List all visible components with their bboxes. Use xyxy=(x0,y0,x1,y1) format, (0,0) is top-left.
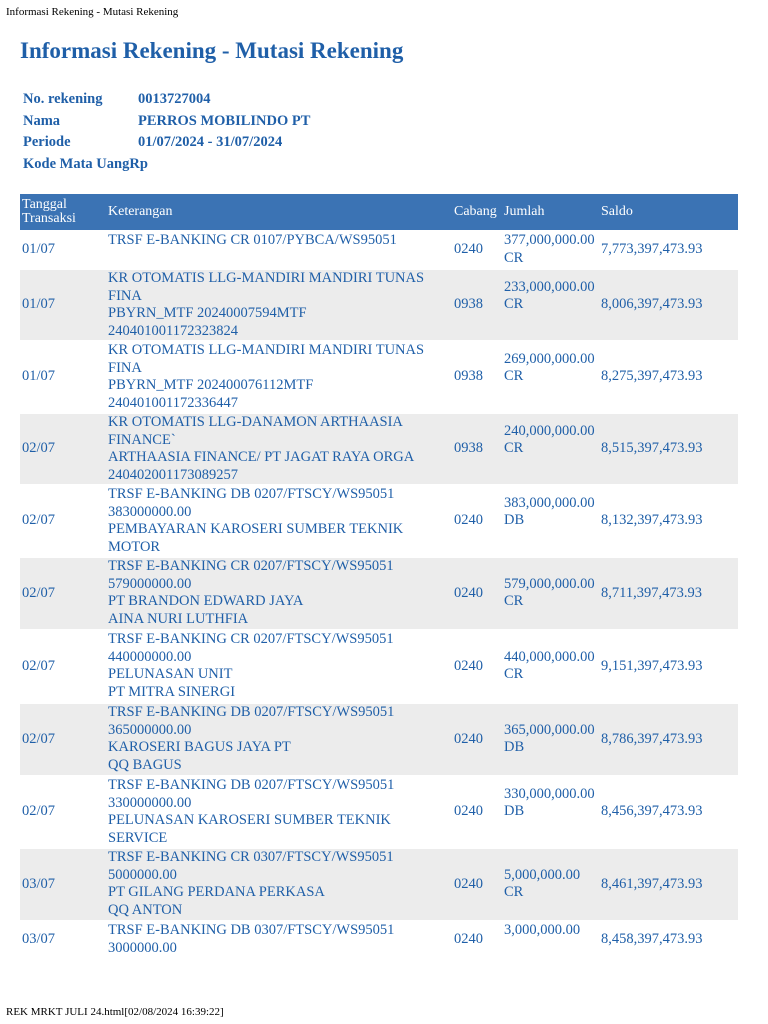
amount-type: DB xyxy=(504,803,525,820)
amount-value: 3,000,000.00 xyxy=(504,922,581,938)
keterangan-line: TRSF E-BANKING DB 0207/FTSCY/WS95051 xyxy=(108,704,395,720)
keterangan-line: 579000000.00 xyxy=(108,575,192,592)
keterangan-line: TRSF E-BANKING CR 0207/FTSCY/WS95051 xyxy=(108,558,394,574)
keterangan-line: KR OTOMATIS LLG-DANAMON ARTHAASIA FINANCE` xyxy=(108,414,403,448)
table-row xyxy=(20,922,738,958)
cell-keterangan xyxy=(106,704,452,775)
amount-value: 365,000,000.00 xyxy=(504,721,595,738)
amount-type: CR xyxy=(504,296,524,313)
currency-value: Rp xyxy=(129,155,148,172)
amount-type: CR xyxy=(504,593,524,609)
keterangan-line: 5000000.00 xyxy=(108,866,177,883)
amount-type: DB xyxy=(504,739,525,755)
cell-tanggal: 02/07 xyxy=(20,704,106,775)
table-row xyxy=(20,777,738,847)
table-row xyxy=(20,270,738,340)
amount-type: CR xyxy=(504,884,524,900)
period-value: 01/07/2024 - 31/07/2024 xyxy=(138,134,283,150)
keterangan-line: KR OTOMATIS LLG-MANDIRI MANDIRI TUNAS FINA xyxy=(108,270,425,304)
account-number-label: No. rekening xyxy=(23,91,103,107)
keterangan-line: TRSF E-BANKING CR 0307/FTSCY/WS95051 xyxy=(108,849,394,865)
cell-saldo: 8,458,397,473.93 xyxy=(599,922,738,958)
cell-keterangan xyxy=(106,631,452,702)
amount-value: 579,000,000.00 xyxy=(504,575,595,592)
amount-value: 377,000,000.00 xyxy=(504,232,595,248)
amount-type: CR xyxy=(504,666,524,682)
keterangan-line: TRSF E-BANKING CR 0107/PYBCA/WS95051 xyxy=(108,232,397,248)
keterangan-line: TRSF E-BANKING CR 0207/FTSCY/WS95051 xyxy=(108,631,394,647)
cell-tanggal: 03/07 xyxy=(20,922,106,958)
keterangan-line: 240402001173089257 xyxy=(108,466,238,483)
cell-cabang: 0240 xyxy=(452,232,502,268)
keterangan-line: PBYRN_MTF 202400076112MTF xyxy=(108,377,314,393)
keterangan-line: QQ ANTON xyxy=(108,901,183,918)
cell-cabang: 0240 xyxy=(452,486,502,556)
cell-keterangan xyxy=(106,558,452,629)
table-header-row xyxy=(20,194,738,230)
cell-jumlah xyxy=(502,486,599,556)
cell-tanggal: 01/07 xyxy=(20,270,106,340)
keterangan-line: PT GILANG PERDANA PERKASA xyxy=(108,884,325,900)
table-row xyxy=(20,342,738,412)
amount-type: DB xyxy=(504,512,525,529)
header-keterangan: Keterangan xyxy=(106,194,452,230)
amount-value: 330,000,000.00 xyxy=(504,785,595,802)
cell-cabang: 0938 xyxy=(452,414,502,484)
cell-cabang: 0240 xyxy=(452,704,502,775)
cell-cabang: 0240 xyxy=(452,922,502,958)
amount-type: CR xyxy=(504,440,524,457)
keterangan-line: 440000000.00 xyxy=(108,648,192,665)
keterangan-line: AINA NURI LUTHFIA xyxy=(108,610,249,627)
keterangan-line: KAROSERI BAGUS JAYA PT xyxy=(108,739,291,755)
cell-tanggal: 03/07 xyxy=(20,849,106,920)
table-row xyxy=(20,414,738,484)
table-row xyxy=(20,849,738,920)
period-row xyxy=(23,132,310,154)
cell-tanggal: 01/07 xyxy=(20,342,106,412)
cell-cabang: 0240 xyxy=(452,631,502,702)
keterangan-line: PBYRN_MTF 20240007594MTF xyxy=(108,305,307,321)
cell-keterangan xyxy=(106,922,452,958)
cell-tanggal: 02/07 xyxy=(20,414,106,484)
keterangan-line: 365000000.00 xyxy=(108,721,192,738)
cell-tanggal: 02/07 xyxy=(20,558,106,629)
keterangan-line: 330000000.00 xyxy=(108,794,192,811)
amount-type: CR xyxy=(504,368,524,385)
cell-keterangan xyxy=(106,486,452,556)
cell-jumlah xyxy=(502,342,599,412)
header-cabang: Cabang xyxy=(452,194,502,230)
keterangan-line: PEMBAYARAN KAROSERI SUMBER TEKNIK MOTOR xyxy=(108,521,404,555)
cell-jumlah xyxy=(502,270,599,340)
table-row xyxy=(20,558,738,629)
cell-saldo: 7,773,397,473.93 xyxy=(599,232,738,268)
currency-row xyxy=(23,154,310,176)
keterangan-line: PT MITRA SINERGI xyxy=(108,683,236,700)
cell-saldo: 9,151,397,473.93 xyxy=(599,631,738,702)
cell-tanggal: 02/07 xyxy=(20,777,106,847)
cell-jumlah xyxy=(502,558,599,629)
cell-saldo: 8,786,397,473.93 xyxy=(599,704,738,775)
cell-saldo: 8,515,397,473.93 xyxy=(599,414,738,484)
cell-saldo: 8,132,397,473.93 xyxy=(599,486,738,556)
cell-saldo: 8,461,397,473.93 xyxy=(599,849,738,920)
cell-cabang: 0938 xyxy=(452,342,502,412)
keterangan-line: QQ BAGUS xyxy=(108,756,182,773)
keterangan-line: 240401001172336447 xyxy=(108,394,238,411)
table-row xyxy=(20,631,738,702)
account-number-value: 0013727004 xyxy=(138,91,211,107)
cell-jumlah xyxy=(502,849,599,920)
amount-value: 383,000,000.00 xyxy=(504,494,595,511)
page-title: Informasi Rekening - Mutasi Rekening xyxy=(20,38,404,63)
account-info xyxy=(23,89,310,175)
keterangan-line: PELUNASAN KAROSERI SUMBER TEKNIK SERVICE xyxy=(108,812,391,846)
cell-keterangan xyxy=(106,777,452,847)
cell-cabang: 0938 xyxy=(452,270,502,340)
cell-cabang: 0240 xyxy=(452,558,502,629)
amount-value: 233,000,000.00 xyxy=(504,278,595,295)
cell-cabang: 0240 xyxy=(452,849,502,920)
amount-type: CR xyxy=(504,249,524,266)
keterangan-line: 3000000.00 xyxy=(108,939,177,956)
keterangan-line: TRSF E-BANKING DB 0307/FTSCY/WS95051 xyxy=(108,922,395,938)
print-footer: REK MRKT JULI 24.html[02/08/2024 16:39:22] xyxy=(6,1006,224,1018)
cell-keterangan xyxy=(106,414,452,484)
cell-cabang: 0240 xyxy=(452,777,502,847)
cell-saldo: 8,275,397,473.93 xyxy=(599,342,738,412)
cell-keterangan xyxy=(106,849,452,920)
cell-keterangan xyxy=(106,342,452,412)
cell-saldo: 8,456,397,473.93 xyxy=(599,777,738,847)
cell-saldo: 8,711,397,473.93 xyxy=(599,558,738,629)
cell-jumlah xyxy=(502,777,599,847)
keterangan-line: PELUNASAN UNIT xyxy=(108,666,233,682)
cell-saldo: 8,006,397,473.93 xyxy=(599,270,738,340)
cell-jumlah xyxy=(502,232,599,268)
header-jumlah: Jumlah xyxy=(502,194,599,230)
cell-jumlah xyxy=(502,414,599,484)
amount-value: 440,000,000.00 xyxy=(504,648,595,665)
keterangan-line: TRSF E-BANKING DB 0207/FTSCY/WS95051 xyxy=(108,486,395,502)
amount-value: 269,000,000.00 xyxy=(504,350,595,367)
account-name-label: Nama xyxy=(23,112,61,129)
print-header: Informasi Rekening - Mutasi Rekening xyxy=(6,6,179,18)
amount-value: 5,000,000.00 xyxy=(504,866,581,883)
cell-jumlah xyxy=(502,704,599,775)
currency-label: Kode Mata Uang xyxy=(23,155,130,172)
cell-keterangan xyxy=(106,232,452,268)
cell-keterangan xyxy=(106,270,452,340)
amount-value: 240,000,000.00 xyxy=(504,422,595,439)
period-label: Periode xyxy=(23,134,71,150)
table-row xyxy=(20,486,738,556)
keterangan-line: TRSF E-BANKING DB 0207/FTSCY/WS95051 xyxy=(108,777,395,793)
keterangan-line: ARTHAASIA FINANCE/ PT JAGAT RAYA ORGA xyxy=(108,449,415,465)
table-row xyxy=(20,232,738,268)
account-name-value: PERROS MOBILINDO PT xyxy=(138,112,311,129)
cell-tanggal: 02/07 xyxy=(20,631,106,702)
keterangan-line: KR OTOMATIS LLG-MANDIRI MANDIRI TUNAS FINA xyxy=(108,342,425,376)
account-number-row xyxy=(23,89,310,111)
cell-tanggal: 01/07 xyxy=(20,232,106,268)
cell-jumlah xyxy=(502,631,599,702)
cell-tanggal: 02/07 xyxy=(20,486,106,556)
keterangan-line: PT BRANDON EDWARD JAYA xyxy=(108,593,304,609)
table-row xyxy=(20,704,738,775)
keterangan-line: 240401001172323824 xyxy=(108,322,238,339)
cell-jumlah xyxy=(502,922,599,958)
header-saldo: Saldo xyxy=(599,194,738,230)
account-name-row xyxy=(23,111,310,133)
header-tanggal: Tanggal Transaksi xyxy=(20,194,106,230)
transactions-table xyxy=(20,192,738,960)
keterangan-line: 383000000.00 xyxy=(108,503,192,520)
